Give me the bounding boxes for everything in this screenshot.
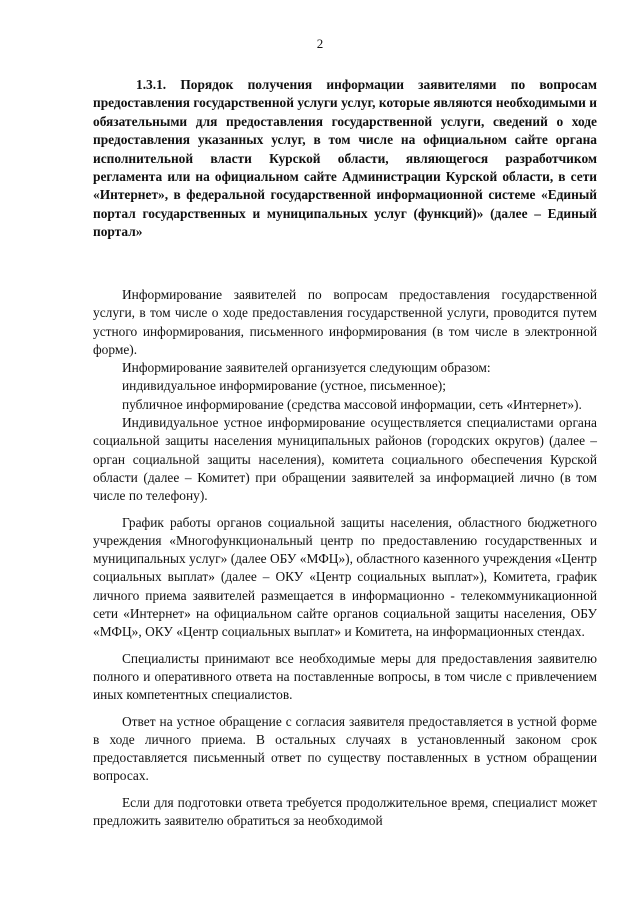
paragraph-specialists-measures: Специалисты принимают все необходимые меры для предоставления заявителю полного и оперативного ответа на поставленные вопросы, в том числе с привлечением иных компетентных специалистов. — [93, 650, 597, 703]
page-number: 2 — [316, 36, 324, 51]
paragraph-public-informing: публичное информирование (средства массовой информации, сеть «Интернет»). — [122, 396, 582, 412]
paragraph-oral-informing: Индивидуальное устное информирование осуществляется специалистами органа социальной защиты населения муниципальных районов (городских округов) (далее – орган социальной защиты населения), комитета социального обеспечения Курской области (далее – Комитет) при обращении заявителей за информацией лично (в том числе по телефону). — [93, 415, 597, 504]
section-heading: 1.3.1. Порядок получения информации заявителями по вопросам предоставления государственной услуги услуг, которые являются необходимыми и обязательными для предоставления государственной услуги, сведений о ходе предоставления указанных услуг, в том числе на официальном сайте органа исполнительной власти Курской области, являющегося разработчиком регламента или на официальном сайте Администрации Курской области, в сети «Интернет», в федеральной государственной информационной системе «Единый портал государственных и муниципальных услуг (функций)» (далее – Единый портал» — [93, 77, 597, 240]
paragraph-oral-answer: Ответ на устное обращение с согласия заявителя предоставляется в устной форме в ходе личного приема. В остальных случаях в установленный законом срок предоставляется письменный ответ по существу поставленных в устном обращении вопросах. — [93, 713, 597, 784]
paragraph-long-preparation: Если для подготовки ответа требуется продолжительное время, специалист может предложить заявителю обратиться за необходимой — [93, 794, 597, 829]
paragraph-work-schedule: График работы органов социальной защиты населения, областного бюджетного учреждения «Многофункциональный центр по предоставлению государственных и муниципальных услуг» (далее ОБУ «МФЦ»), областного казенного учреждения «Центр социальных выплат» (далее – ОКУ «Центр социальных выплат»), Комитета, график личного приема заявителей размещается в информационно - телекоммуникационной сети «Интернет» на официальном сайте органов социальной защиты населения, ОБУ «МФЦ», ОКУ «Центр социальных выплат» и Комитета, на информационных стендах. — [93, 514, 597, 640]
paragraph-organization: Информирование заявителей организуется следующим образом: — [122, 360, 491, 376]
paragraph-individual-informing: индивидуальное информирование (устное, письменное); — [122, 378, 446, 394]
paragraph-informing-intro: Информирование заявителей по вопросам предоставления государственной услуги, в том числе о ходе предоставления государственной услуги, проводится путем устного информирования, письменного информирования (в том числе в электронной форме). — [93, 287, 597, 357]
body-text — [93, 286, 597, 830]
